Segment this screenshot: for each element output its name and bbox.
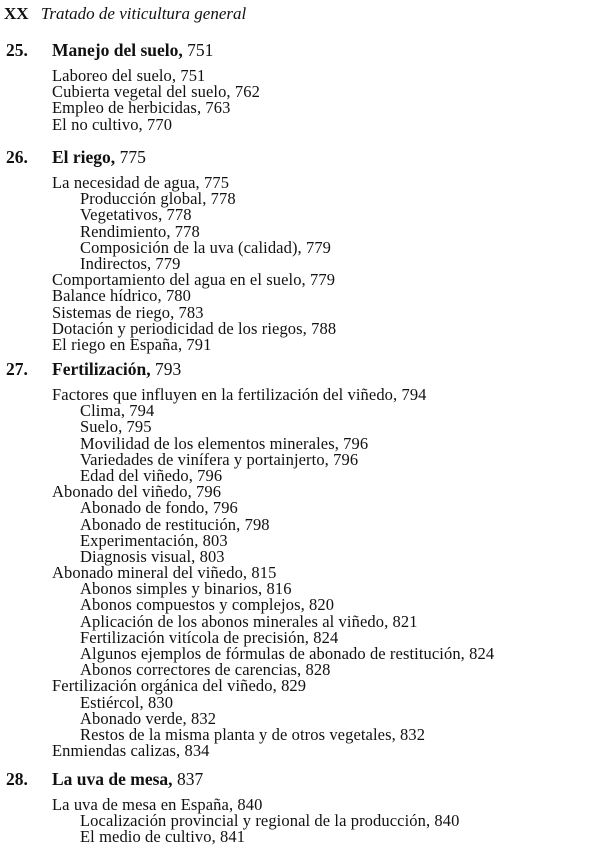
toc-entry: Abonado del viñedo, 796 xyxy=(52,482,222,502)
chapter-heading xyxy=(0,357,600,381)
toc-subentry: Variedades de vinífera y portainjerto, 796 xyxy=(80,449,359,469)
toc-subentry: Abonado de restitución, 798 xyxy=(80,514,270,534)
chapter-title-text: Manejo del suelo, xyxy=(52,40,183,60)
chapter-page: 751 xyxy=(187,40,214,60)
chapter-title xyxy=(52,145,146,169)
chapter-number: 28. xyxy=(6,769,28,789)
chapter-title xyxy=(52,357,181,381)
chapter-title-text: La uva de mesa, xyxy=(52,769,173,789)
toc-entry: Cubierta vegetal del suelo, 762 xyxy=(52,82,260,102)
toc-entry: Laboreo del suelo, 751 xyxy=(52,66,206,85)
toc-subentry: El medio de cultivo, 841 xyxy=(80,827,246,847)
page-folio: XX xyxy=(4,4,29,23)
chapter-entries xyxy=(0,797,600,846)
toc-subentry: Abonos compuestos y complejos, 820 xyxy=(80,595,335,615)
toc-entry: Balance hídrico, 780 xyxy=(52,286,191,306)
toc-entry: El riego en España, 791 xyxy=(52,334,212,354)
chapter-title xyxy=(52,767,203,791)
toc-subentry: Vegetativos, 778 xyxy=(80,205,192,225)
chapter-25 xyxy=(0,38,600,133)
toc-subentry: Composición de la uva (calidad), 779 xyxy=(80,237,332,257)
chapter-entries xyxy=(0,68,600,133)
chapter-number: 25. xyxy=(6,40,28,60)
toc-subentry: Estiércol, 830 xyxy=(80,692,174,712)
chapter-28 xyxy=(0,767,600,846)
toc-entry: La necesidad de agua, 775 xyxy=(52,173,230,192)
chapter-page: 793 xyxy=(155,359,182,379)
toc-subentry: Abonado verde, 832 xyxy=(80,708,217,728)
chapter-entries xyxy=(0,387,600,759)
toc-subentry: Edad del viñedo, 796 xyxy=(80,465,223,485)
toc-entry: Sistemas de riego, 783 xyxy=(52,302,204,322)
chapter-heading xyxy=(0,38,600,62)
toc-subentry: Suelo, 795 xyxy=(80,417,152,437)
toc-subentry: Fertilización vitícola de precisión, 824 xyxy=(80,627,339,647)
toc-entry: Factores que influyen en la fertilización del viñedo, 794 xyxy=(52,385,427,404)
chapter-title-text: Fertilización, xyxy=(52,359,151,379)
toc-entry: Dotación y periodicidad de los riegos, 788 xyxy=(52,318,337,338)
chapter-title-text: El riego, xyxy=(52,147,116,167)
toc-subentry: Movilidad de los elementos minerales, 796 xyxy=(80,433,369,453)
toc-entry: Comportamiento del agua en el suelo, 779 xyxy=(52,270,336,290)
toc-subentry: Indirectos, 779 xyxy=(80,253,181,273)
chapter-heading xyxy=(0,145,600,169)
toc-subentry: Abonado de fondo, 796 xyxy=(80,498,238,518)
chapter-title xyxy=(52,38,213,62)
toc-subentry: Diagnosis visual, 803 xyxy=(80,546,225,566)
chapter-heading xyxy=(0,767,600,791)
toc-entry: La uva de mesa en España, 840 xyxy=(52,795,263,814)
toc-subentry: Experimentación, 803 xyxy=(80,530,228,550)
toc-subentry: Localización provincial y regional de la producción, 840 xyxy=(80,811,460,831)
toc-subentry: Producción global, 778 xyxy=(80,189,236,209)
toc-subentry: Rendimiento, 778 xyxy=(80,221,200,241)
book-title: Tratado de viticultura general xyxy=(40,4,247,23)
toc-subentry: Abonos correctores de carencias, 828 xyxy=(80,660,331,680)
toc-entry: Empleo de herbicidas, 763 xyxy=(52,98,231,118)
chapter-number: 27. xyxy=(6,359,28,379)
chapter-27 xyxy=(0,357,600,759)
toc-entry: El no cultivo, 770 xyxy=(52,114,173,134)
chapter-page: 837 xyxy=(176,769,204,789)
chapter-number: 26. xyxy=(6,147,28,167)
toc-subentry: Clima, 794 xyxy=(80,401,155,421)
chapter-page: 775 xyxy=(119,147,146,167)
toc-entry: Fertilización orgánica del viñedo, 829 xyxy=(52,676,307,696)
toc-subentry: Abonos simples y binarios, 816 xyxy=(80,579,292,599)
toc-subentry: Algunos ejemplos de fórmulas de abonado de restitución, 824 xyxy=(80,644,495,663)
running-head xyxy=(4,4,246,24)
toc-entry: Enmiendas calizas, 834 xyxy=(52,741,210,761)
toc-subentry: Aplicación de los abonos minerales al viñedo, 821 xyxy=(80,611,418,631)
toc-subentry: Restos de la misma planta y de otros vegetales, 832 xyxy=(80,724,426,744)
chapter-entries xyxy=(0,175,600,353)
toc-entry: Abonado mineral del viñedo, 815 xyxy=(52,563,277,583)
chapter-26 xyxy=(0,145,600,353)
